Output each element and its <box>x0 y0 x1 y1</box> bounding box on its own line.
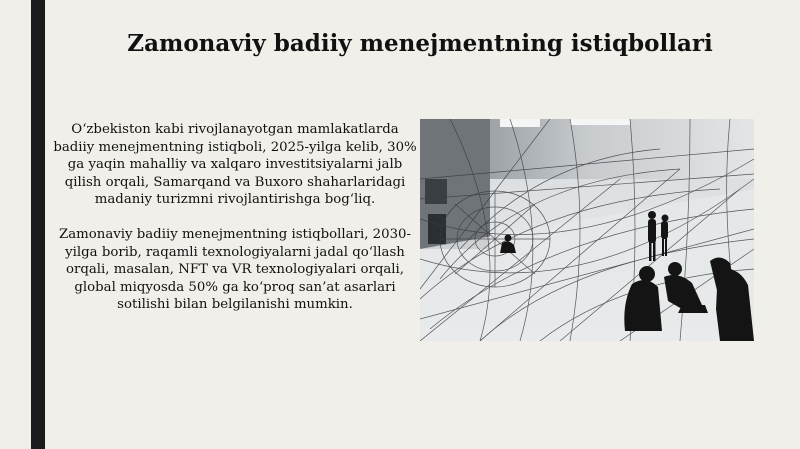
paragraph-1: O‘zbekiston kabi rivojlanayotgan mamlakatlarda badiiy menejmentning istiqboli, 2025-yilga kelib, 30% ga yaqin mahalliy va xalqaro investitsiyalarni jalb qilish orqali, Samarqand va Buxoro shaharlaridagi madaniy turizmni rivojlantirishga bog‘liq. <box>53 122 417 208</box>
installation-photo <box>420 119 754 341</box>
slide-title: Zamonaviy badiiy menejmentning istiqbollari <box>127 30 713 57</box>
accent-bar <box>31 0 45 449</box>
slide-body <box>50 121 420 331</box>
paragraph-2: Zamonaviy badiiy menejmentning istiqbollari, 2030-yilga borib, raqamli texnologiyalarni jadal qo‘llash orqali, masalan, NFT va VR texnologiyalari orqali, global miqyosda 50% ga ko‘proq san’at asarlari sotilishi bilan belgilanishi mumkin. <box>58 226 412 313</box>
